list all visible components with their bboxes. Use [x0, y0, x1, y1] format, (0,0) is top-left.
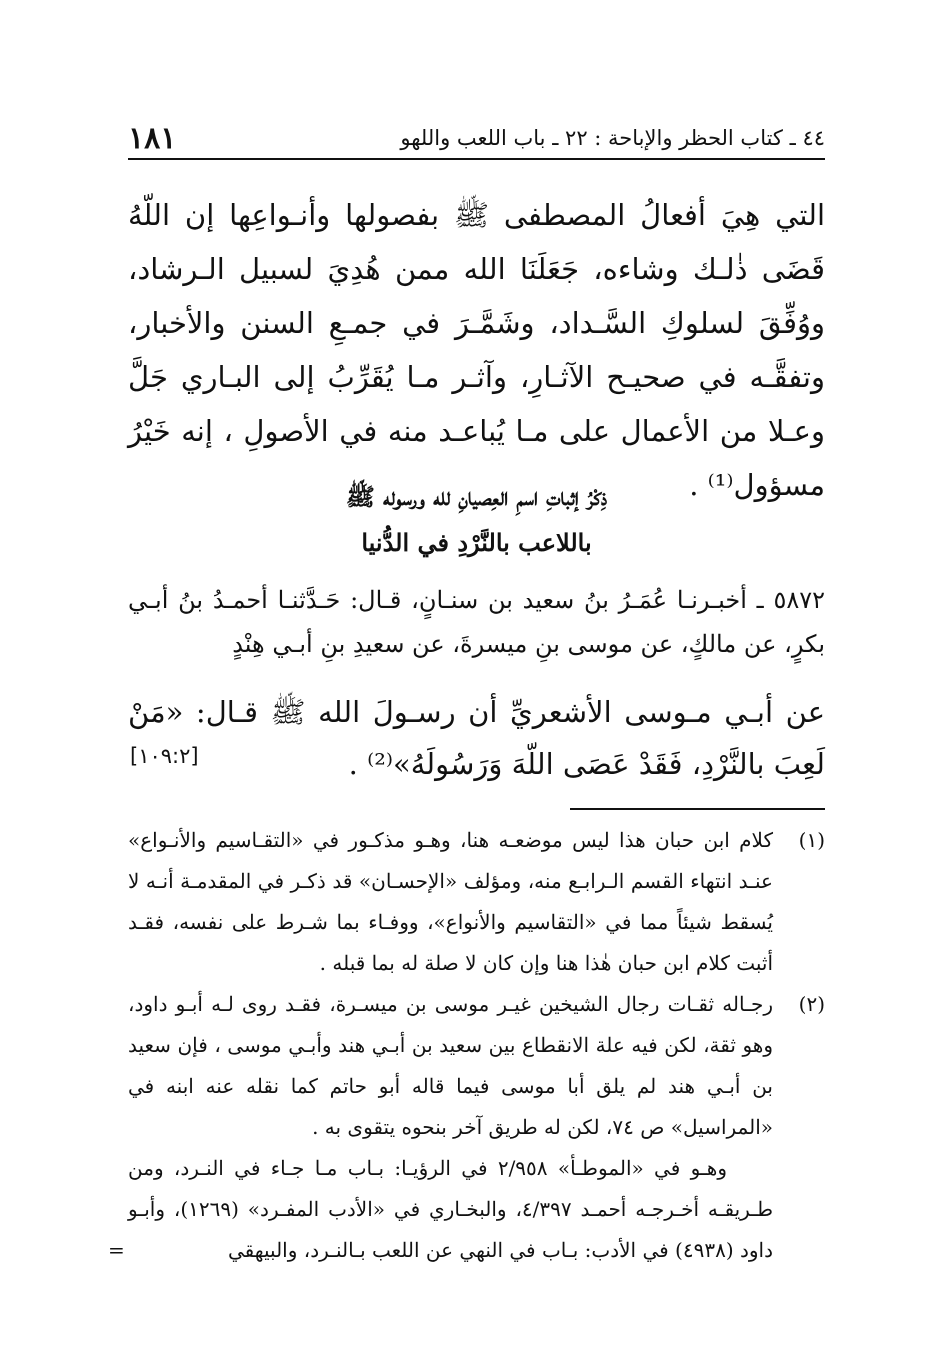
continuation-mark: = [108, 1238, 125, 1262]
footnotes [110, 820, 825, 1271]
running-head: ٤٤ ـ كتاب الحظر والإباحة : ٢٢ ـ باب اللعب واللهو [400, 126, 825, 150]
hadith-reference: [١٠٩:٢] [130, 744, 199, 768]
footnote-2 [110, 984, 825, 1148]
footnote-2-continuation [110, 1148, 825, 1271]
section-title-line-1: ذِكْرُ إثباتِ اسمِ العِصيانِ لله ورسوله ﷺ [345, 482, 608, 511]
footnote-number: (١) [798, 828, 825, 852]
section-title-line-2: باللاعب بالنَّرْدِ في الدُّنيا [361, 528, 592, 557]
hadith-isnad: ٥٨٧٢ ـ أخبـرنـا عُمَـرُ بنُ سعيد بن سنـانٍ، قـال: حَـدَّثنـا أحمـدُ بنُ أبـي بكرٍ، عن مالكٍ، عن موسى بنِ ميسرةَ، عن سعيدِ بنِ أبـي هِنْدٍ [128, 586, 825, 658]
footnote-text: كلام ابن حبان هذا ليس موضعـه هنا، وهـو مذكـور في «التقـاسيم والأنـواع» عنـد انتهاء القسم الـرابـع منه، ومؤلف «الإحسـان» قد ذكـر في المقدمـة أنـه لا يُسقط شيئاً مما في «التقاسيم والأنواع»، ووفـاء بما شـرط على نفسه، فقـد أثبت كلام ابن حبان هٰذا هنا وإن كان لا صلة له بما قبله . [128, 828, 773, 975]
page-number: ١٨١ [128, 120, 177, 156]
main-paragraph: التي هِيَ أفعالُ المصطفى ﷺ بفصولها وأنـواعِها إن اللّهُ قَضَى ذٰلـك وشاءه، جَعَلَنَا الله ممن هُدِيَ لسبيل الـرشاد، ووُفِّقَ لسلوكِ السَّـداد، وشَمَّـرَ في جمـعِ السنن والأخبار، وتفقَّـه في صحيـح الآثـارِ، وآثـر مـا يُقَرِّبُ إلى البـاري جَلَّ وعـلا من الأعمال على مـا يُباعـد منه في الأصولِ ، إنه خَيْرُ مسؤول⁽¹⁾ . [128, 198, 825, 502]
footnote-number: (٢) [798, 992, 825, 1016]
footnote-1 [110, 820, 825, 984]
hadith-matn: عن أبـي مـوسى الأشعريِّ أن رسـولَ الله ﷺ قـال: «مَنْ لَعِبَ بالنَّرْدِ، فَقَدْ عَصَى اللّهَ وَرَسُولَهُ»⁽²⁾ . [128, 695, 825, 781]
page-header [128, 118, 825, 160]
section-title [128, 474, 825, 566]
footnote-text: رجـاله ثقـات رجال الشيخين غيـر موسى بن ميسـرة، فقـد روى لـه أبـو داود، وهو ثقة، لكن فيه علة الانقطاع بين سعيد بن أبـي هند وأبـي موسى ، فإن سعيد بن أبـي هند لم يلق أبا موسى فيما قاله أبو حاتم كما نقله عنه ابنه في «المراسيل» ص ٧٤، لكن له طريق آخر بنحوه يتقوى به . [128, 992, 773, 1139]
footnote-continuation-text: وهـو في «الموطـأ» ٢/٩٥٨ في الرؤيـا: بـاب مـا جـاء في النـرد، ومن طـريقـه أخـرجـه أحمـد ٤/٣٩٧، والبخـاري في «الأدب المفـرد» (١٢٦٩)، وأبـو داود (٤٩٣٨) في الأدب: بـاب في النهي عن اللعب بـالنـرد، والبيهقي [128, 1156, 773, 1262]
footnote-divider [570, 808, 825, 810]
